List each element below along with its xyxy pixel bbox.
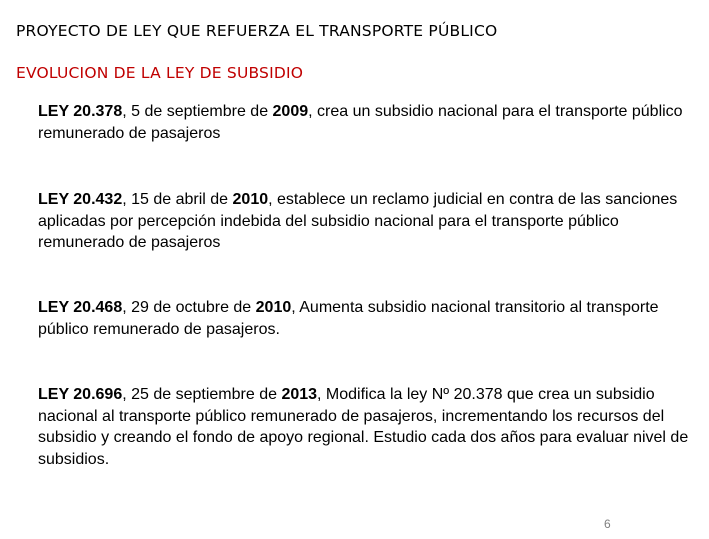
law-number: LEY 20.432 <box>38 191 123 208</box>
law-description: , Modifica la ley Nº 20.378 que crea un subsidio nacional al transporte público remunerado de pasajeros, incrementando los recursos del subsidio y creando el fondo de apoyo regional. Estudio cada dos años para evaluar nivel de subsidios. <box>38 386 689 468</box>
law-year: 2013 <box>281 386 318 403</box>
law-year: 2010 <box>232 191 269 208</box>
law-date-prefix: , 25 de septiembre de <box>122 386 282 403</box>
law-paragraph-20378 <box>38 101 706 144</box>
law-number: LEY 20.468 <box>38 299 123 316</box>
law-year: 2009 <box>272 103 309 120</box>
law-description: , establece un reclamo judicial en contra de las sanciones aplicadas por percepción indebida del subsidio nacional para el transporte público remunerado de pasajeros <box>38 191 678 251</box>
page-number: 6 <box>604 517 611 531</box>
law-number: LEY 20.696 <box>38 386 123 403</box>
law-description: , crea un subsidio nacional para el transporte público remunerado de pasajeros <box>38 103 683 142</box>
law-date-prefix: , 15 de abril de <box>122 191 233 208</box>
law-date-prefix: , 5 de septiembre de <box>122 103 273 120</box>
page-title: PROYECTO DE LEY QUE REFUERZA EL TRANSPORTE PÚBLICO <box>16 22 498 40</box>
law-paragraph-20696 <box>38 384 706 470</box>
law-description: , Aumenta subsidio nacional transitorio al transporte público remunerado de pasajeros. <box>38 299 659 338</box>
law-paragraph-20468 <box>38 297 706 340</box>
law-paragraph-20432 <box>38 189 706 254</box>
law-year: 2010 <box>255 299 292 316</box>
law-number: LEY 20.378 <box>38 103 123 120</box>
law-date-prefix: , 29 de octubre de <box>122 299 256 316</box>
section-subtitle: EVOLUCION DE LA LEY DE SUBSIDIO <box>16 64 304 82</box>
